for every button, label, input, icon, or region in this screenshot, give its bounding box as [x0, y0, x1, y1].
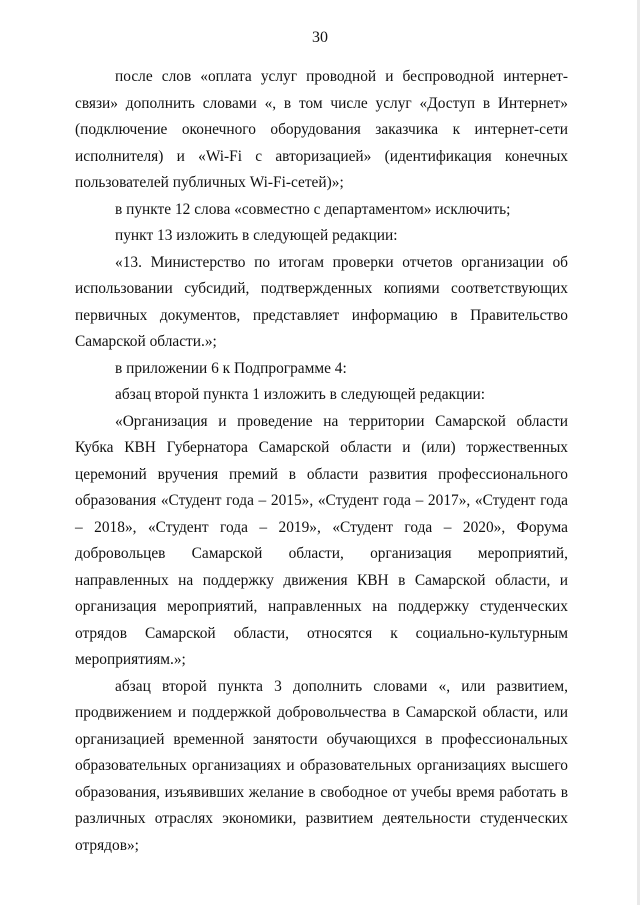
paragraph-6: абзац второй пункта 1 изложить в следующей редакции:: [115, 386, 486, 403]
paragraph-4: «13. Министерство по итогам проверки отчетов организации об использовании субсидий, подтвержденных копиями соответствующих первичных документов, представляет информацию в Правительство Самарской области.»;: [75, 253, 568, 350]
paragraph-2: в пункте 12 слова «совместно с департаментом» исключить;: [115, 200, 511, 218]
paragraph-8: абзац второй пункта 3 дополнить словами «, или развитием, продвижением и поддержкой добровольчества в Самарской области, или организацией временной занятости обучающихся в профессиональных образовательных организациях и образовательных организациях высшего образования, изъявивших желание в свободное от учебы время работать в различных отраслях экономики, развитием деятельности студенческих отрядов»;: [75, 677, 568, 854]
paragraph-3: пункт 13 изложить в следующей редакции:: [115, 227, 398, 244]
page-number: 30: [312, 29, 328, 46]
paragraph-5: в приложении 6 к Подпрограмме 4:: [115, 359, 347, 377]
paragraph-7: «Организация и проведение на территории Самарской области Кубка КВН Губернатора Самарской области и (или) торжественных церемоний вручения премий в области развития профессионального образования «Студент года – 2015», «Студент года – 2017», «Студент года – 2018», «Студент года – 2019», «Студент года – 2020», Форума добровольцев Самарской области, организация мероприятий, направленных на поддержку движения КВН в Самарской области, и организация мероприятий, направленных на поддержку студенческих отрядов Самарской области, относятся к социально-культурным мероприятиям.»;: [75, 412, 568, 668]
document-body: [75, 64, 568, 859]
paragraph-1: после слов «оплата услуг проводной и беспроводной интернет-связи» дополнить словами «, в том числе услуг «Доступ в Интернет» (подключение оконечного оборудования заказчика к интернет-сети исполнителя) и «Wi-Fi с авторизацией» (идентификация конечных пользователей публичных Wi-Fi-сетей)»;: [75, 68, 568, 191]
